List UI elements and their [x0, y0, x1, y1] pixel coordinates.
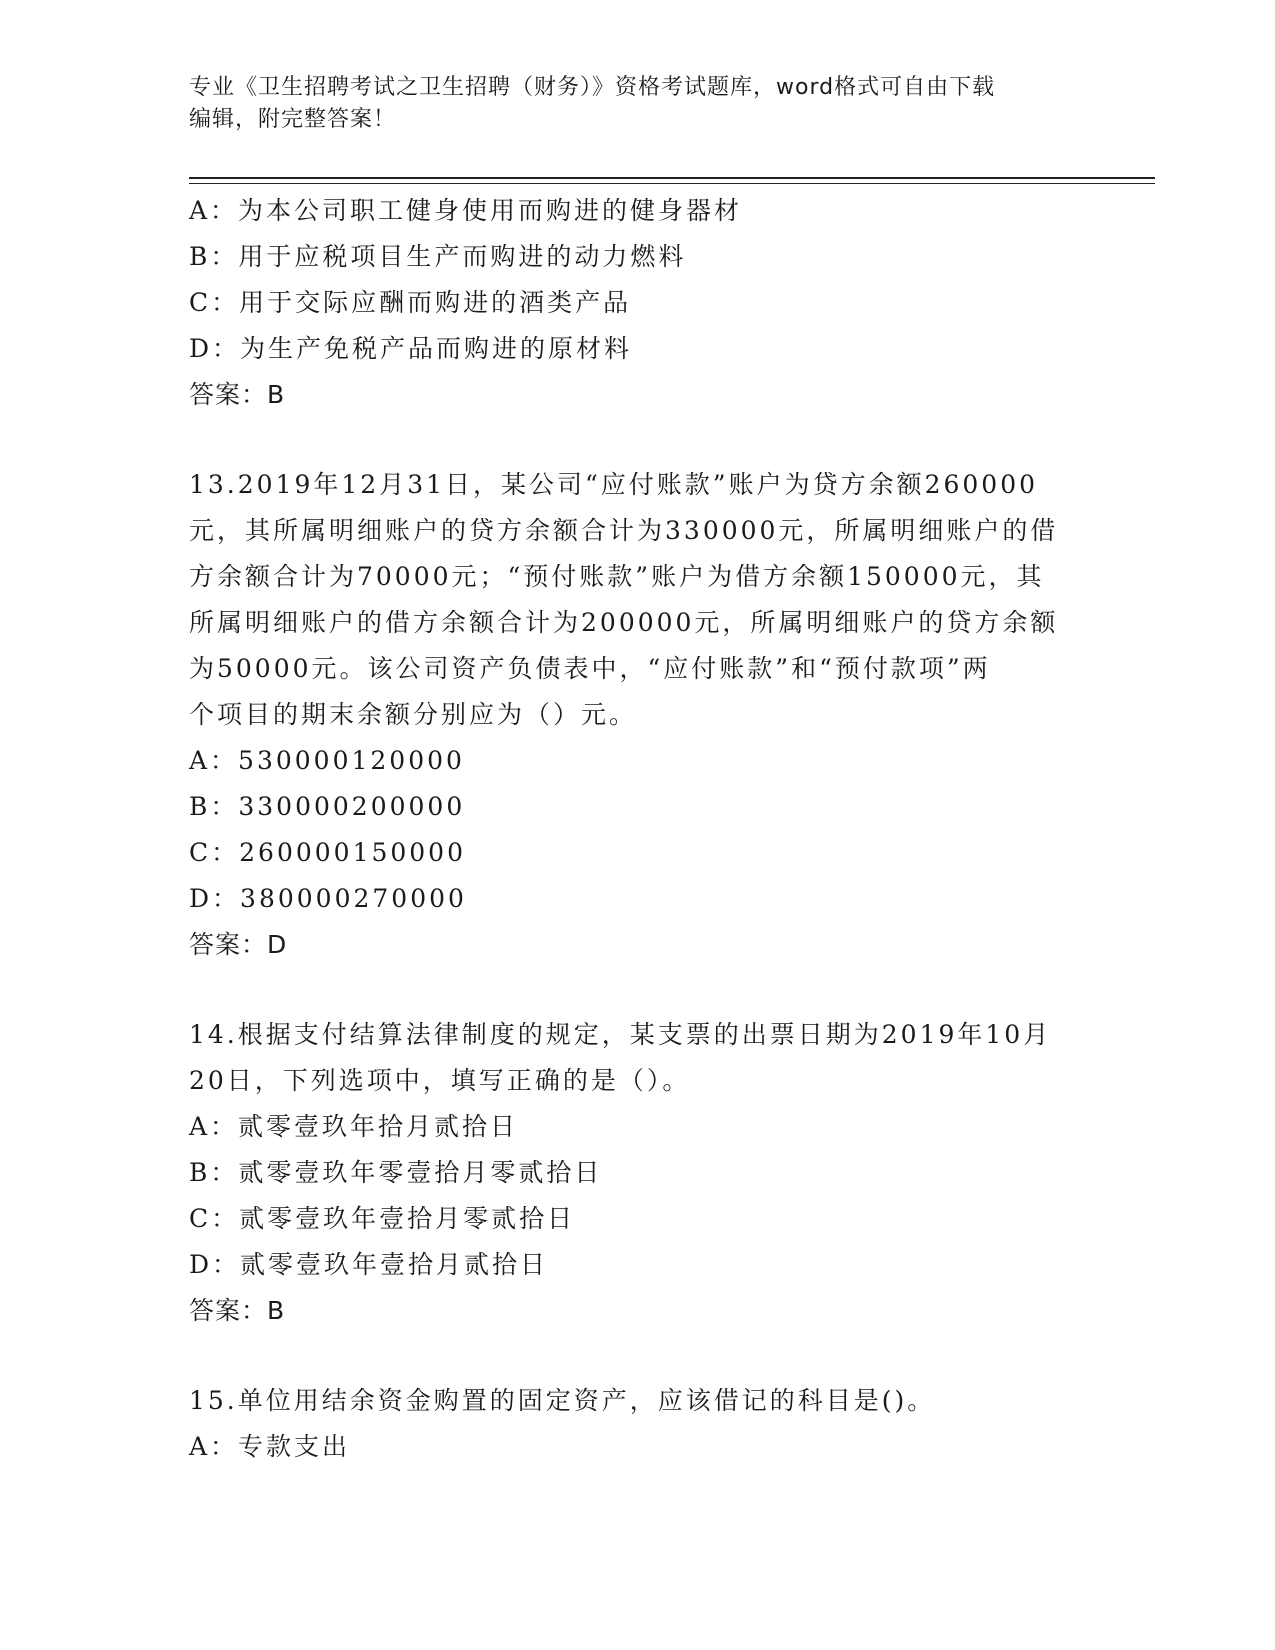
spacer [189, 968, 1089, 1012]
question-stem-line: 为50000元。该公司资产负债表中，“应付账款”和“预付款项”两 [189, 654, 991, 683]
answer: 答案：B [189, 1296, 286, 1325]
option-d: D：380000270000 [189, 884, 467, 913]
option-d: D：为生产免税产品而购进的原材料 [189, 334, 633, 363]
header-divider-thick [189, 177, 1155, 179]
option-b: B：贰零壹玖年零壹拾月零贰拾日 [189, 1158, 603, 1187]
question-stem-line: 个项目的期末余额分别应为（）元。 [189, 700, 638, 729]
header-line-2: 编辑，附完整答案！ [189, 107, 397, 132]
question-15 [189, 1378, 1089, 1470]
option-d: D：贰零壹玖年壹拾月贰拾日 [189, 1250, 549, 1279]
option-a: A：专款支出 [189, 1432, 351, 1461]
question-stem-line: 方余额合计为70000元；“预付账款”账户为借方余额150000元，其 [189, 562, 1045, 591]
document-header [189, 72, 1069, 136]
spacer [189, 418, 1089, 462]
question-12 [189, 188, 1089, 418]
header-divider-thin [189, 183, 1155, 184]
question-stem-line: 元，其所属明细账户的贷方余额合计为330000元，所属明细账户的借 [189, 516, 1059, 545]
question-stem-line: 14.根据支付结算法律制度的规定，某支票的出票日期为2019年10月 [189, 1020, 1052, 1049]
option-b: B：330000200000 [189, 792, 466, 821]
option-a: A：为本公司职工健身使用而购进的健身器材 [189, 196, 743, 225]
question-stem-line: 20日，下列选项中，填写正确的是（）。 [189, 1066, 691, 1095]
spacer [189, 1334, 1089, 1378]
option-c: C：260000150000 [189, 838, 466, 867]
question-stem-line: 所属明细账户的借方余额合计为200000元，所属明细账户的贷方余额 [189, 608, 1059, 637]
answer: 答案：D [189, 930, 288, 959]
option-c: C：贰零壹玖年壹拾月零贰拾日 [189, 1204, 576, 1233]
question-stem-line: 13.2019年12月31日，某公司“应付账款”账户为贷方余额260000 [189, 470, 1039, 499]
option-c: C：用于交际应酬而购进的酒类产品 [189, 288, 632, 317]
question-14 [189, 1012, 1089, 1334]
question-stem-line: 15.单位用结余资金购置的固定资产，应该借记的科目是()。 [189, 1386, 936, 1415]
option-a: A：贰零壹玖年拾月贰拾日 [189, 1112, 519, 1141]
answer: 答案：B [189, 380, 286, 409]
option-a: A：530000120000 [189, 746, 465, 775]
option-b: B：用于应税项目生产而购进的动力燃料 [189, 242, 687, 271]
question-13 [189, 462, 1089, 968]
question-content [189, 188, 1089, 1470]
header-line-1: 专业《卫生招聘考试之卫生招聘（财务）》资格考试题库，word格式可自由下载 [189, 75, 996, 100]
